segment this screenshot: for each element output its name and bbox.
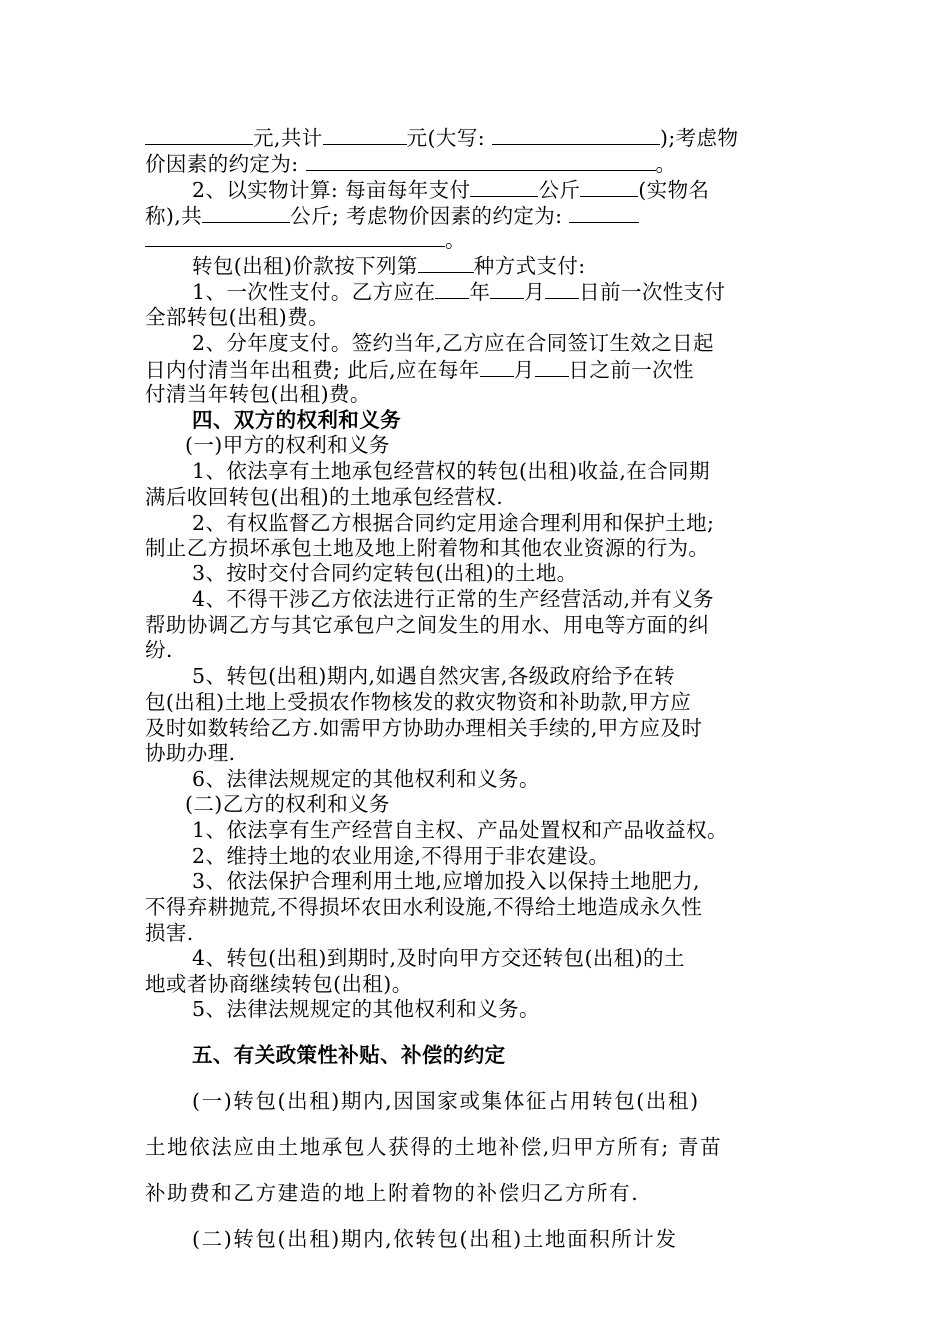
blank-field	[535, 356, 569, 377]
section-heading-4: 四、双方的权利和义务	[192, 408, 401, 432]
line-21: 纷.	[145, 638, 173, 662]
line-9: 2、分年度支付。签约当年,乙方应在合同签订生效之日起	[192, 331, 714, 355]
blank-field	[323, 124, 407, 145]
line-29: 2、维持土地的农业用途,不得用于非农建设。	[192, 844, 610, 868]
line-26: 6、法律法规规定的其他权利和义务。	[192, 767, 540, 791]
line-8: 全部转包(出租)费。	[145, 305, 329, 329]
line-14: 1、依法享有土地承包经营权的转包(出租)收益,在合同期	[192, 459, 710, 483]
line-15: 满后收回转包(出租)的土地承包经营权.	[145, 485, 504, 509]
section-heading-5: 五、有关政策性补贴、补偿的约定	[192, 1043, 506, 1067]
line-25: 协助办理.	[145, 741, 236, 765]
blank-field	[145, 124, 253, 145]
text: (实物名	[638, 178, 710, 202]
text: );考虑物	[659, 126, 739, 150]
blank-field	[145, 226, 445, 247]
line-2	[145, 150, 810, 177]
blank-field	[490, 278, 524, 299]
line-32: 损害.	[145, 921, 194, 945]
blank-field	[569, 202, 639, 223]
text: 元(大写:	[406, 126, 486, 150]
line-33: 4、转包(出租)到期时,及时向甲方交还转包(出租)的土	[192, 946, 685, 970]
line-17: 制止乙方损坏承包土地及地上附着物和其他农业资源的行为。	[145, 536, 710, 560]
text: 转包(出租)价款按下列第	[192, 254, 418, 278]
line-4	[145, 202, 810, 229]
text: 日前一次性支付	[579, 280, 726, 304]
subsection-heading-2: (二)乙方的权利和义务	[185, 792, 390, 816]
blank-field	[580, 176, 638, 197]
text: 公斤; 考虑物价因素的约定为:	[290, 204, 563, 228]
line-5	[145, 226, 810, 253]
line-16: 2、有权监督乙方根据合同约定用途合理利用和保护土地;	[192, 511, 715, 535]
text: 日之前一次性	[568, 358, 694, 382]
blank-field	[480, 356, 514, 377]
text: 月	[513, 358, 535, 382]
subsection-heading-1: (一)甲方的权利和义务	[185, 433, 390, 457]
text: 元,共计	[253, 126, 323, 150]
line-28: 1、依法享有生产经营自主权、产品处置权和产品收益权。	[192, 818, 728, 842]
line-11: 付清当年转包(出租)费。	[145, 382, 371, 406]
text: 月	[524, 280, 546, 304]
line-30: 3、依法保护合理利用土地,应增加投入以保持土地肥力,	[192, 869, 700, 893]
blank-field	[418, 252, 474, 273]
text: 。	[655, 152, 677, 176]
line-3	[192, 176, 857, 203]
line-6	[192, 252, 857, 279]
line-39: 补助费和乙方建造的地上附着物的补偿归乙方所有.	[145, 1181, 640, 1205]
text: 1、一次性支付。乙方应在	[192, 280, 436, 304]
line-37: (一)转包(出租)期内,因国家或集体征占用转包(出租)	[192, 1089, 700, 1113]
line-7	[192, 278, 857, 305]
line-10	[145, 356, 810, 383]
blank-field	[202, 202, 290, 223]
line-18: 3、按时交付合同约定转包(出租)的土地。	[192, 561, 578, 585]
text: 价因素的约定为:	[145, 152, 299, 176]
line-1	[145, 124, 810, 151]
blank-field	[545, 278, 579, 299]
text: 。	[445, 228, 466, 252]
text: 种方式支付:	[473, 254, 586, 278]
text: 公斤	[538, 178, 581, 202]
line-20: 帮助协调乙方与其它承包户之间发生的用水、用电等方面的纠	[145, 613, 710, 637]
line-19: 4、不得干涉乙方依法进行正常的生产经营活动,并有义务	[192, 587, 714, 611]
line-34: 地或者协商继续转包(出租)。	[145, 972, 413, 996]
blank-field	[306, 150, 656, 171]
text: 2、以实物计算: 每亩每年支付	[192, 178, 471, 202]
line-31: 不得弃耕抛荒,不得损坏农田水利设施,不得给土地造成永久性	[145, 895, 703, 919]
text: 日内付清当年出租费; 此后,应在每年	[145, 358, 480, 382]
text: 年	[469, 280, 491, 304]
text: 称),共	[145, 204, 203, 228]
line-22: 5、转包(出租)期内,如遇自然灾害,各级政府给予在转	[192, 664, 675, 688]
line-23: 包(出租)土地上受损农作物核发的救灾物资和补助款,甲方应	[145, 690, 692, 714]
line-35: 5、法律法规规定的其他权利和义务。	[192, 997, 540, 1021]
line-24: 及时如数转给乙方.如需甲方协助办理相关手续的,甲方应及时	[145, 716, 703, 740]
line-38: 土地依法应由土地承包人获得的土地补偿,归甲方所有; 青苗	[145, 1135, 723, 1159]
blank-field	[470, 176, 538, 197]
line-40: (二)转包(出租)期内,依转包(出租)土地面积所计发	[192, 1227, 678, 1251]
blank-field	[492, 124, 660, 145]
blank-field	[435, 278, 469, 299]
